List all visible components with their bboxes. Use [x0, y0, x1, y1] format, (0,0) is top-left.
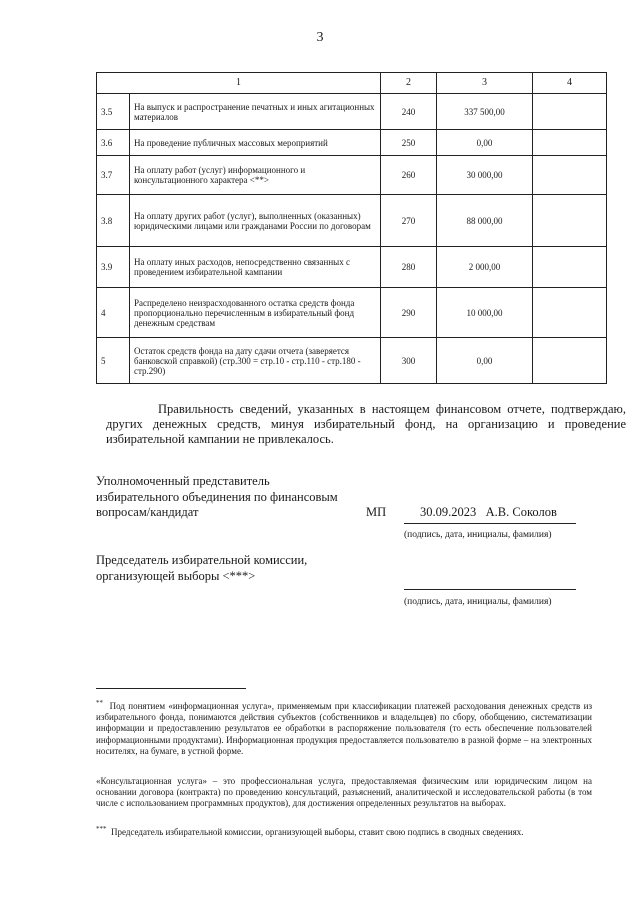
row-code: 290 [381, 288, 437, 338]
representative-line-2: избирательного объединения по финансовым [96, 489, 338, 504]
row-code: 270 [381, 195, 437, 247]
col-header-2: 2 [381, 73, 437, 94]
table-row [97, 195, 607, 247]
row-note [533, 247, 607, 288]
footnote-separator [96, 688, 246, 689]
row-description: На оплату иных расходов, непосредственно связанных с проведением избирательной кампании [130, 247, 381, 288]
col-header-1: 1 [97, 73, 381, 94]
mp-stamp-label: МП [366, 505, 387, 519]
row-description: Остаток средств фонда на дату сдачи отчета (заверяется банковской справкой) (стр.300 = стр.10 - стр.110 - стр.180 - стр.290) [130, 338, 381, 384]
footnote-consulting-service: «Консультационная услуга» – это профессиональная услуга, предоставляемая физическим или юридическим лицом на основании договора (контракта) по проведению консультаций, разъяснений, аналитической и исследовательской работы (в том числе с использованием программных продуктов), для достижения определенных результатов на выборах. [96, 776, 592, 809]
financial-report-table [96, 72, 607, 384]
table-row [97, 338, 607, 384]
table-row [97, 94, 607, 130]
table-row [97, 288, 607, 338]
col-header-3: 3 [437, 73, 533, 94]
row-note [533, 338, 607, 384]
row-note [533, 94, 607, 130]
chair-signature-line [404, 589, 576, 590]
row-amount: 88 000,00 [437, 195, 533, 247]
row-code: 240 [381, 94, 437, 130]
footnote-mark: *** [96, 825, 107, 833]
chair-signature-caption: (подпись, дата, инициалы, фамилия) [404, 597, 552, 607]
row-amount: 337 500,00 [437, 94, 533, 130]
row-number: 3.8 [97, 195, 130, 247]
representative-signature: 30.09.2023 А.В. Соколов [420, 505, 557, 519]
row-code: 250 [381, 130, 437, 156]
representative-title [96, 474, 338, 521]
row-note [533, 156, 607, 195]
table-row [97, 156, 607, 195]
row-number: 3.6 [97, 130, 130, 156]
row-number: 3.9 [97, 247, 130, 288]
row-code: 260 [381, 156, 437, 195]
row-code: 280 [381, 247, 437, 288]
row-number: 3.7 [97, 156, 130, 195]
row-amount: 2 000,00 [437, 247, 533, 288]
row-code: 300 [381, 338, 437, 384]
page-number: 3 [316, 30, 324, 45]
table-row [97, 130, 607, 156]
row-description: На выпуск и распространение печатных и иных агитационных материалов [130, 94, 381, 130]
footnote-chair-signature [96, 824, 592, 838]
row-note [533, 288, 607, 338]
representative-line-3: вопросам/кандидат [96, 505, 199, 519]
confirmation-statement: Правильность сведений, указанных в настоящем финансовом отчете, подтверждаю, других денежных средств, минуя избирательный фонд, на организацию и проведение избирательной кампании не привлекалось. [106, 402, 626, 446]
row-number: 3.5 [97, 94, 130, 130]
chair-line-1: Председатель избирательной комиссии, [96, 553, 308, 567]
row-amount: 0,00 [437, 130, 533, 156]
footnote-mark: ** [96, 699, 103, 707]
footnote-information-service [96, 698, 592, 757]
footnote-text: Председатель избирательной комиссии, организующей выборы, ставит свою подпись в сводных сведениях. [111, 827, 524, 837]
col-header-4: 4 [533, 73, 607, 94]
chair-title [96, 553, 307, 584]
representative-line-1: Уполномоченный представитель [96, 474, 270, 488]
row-amount: 0,00 [437, 338, 533, 384]
row-note [533, 195, 607, 247]
row-amount: 10 000,00 [437, 288, 533, 338]
row-number: 5 [97, 338, 130, 384]
signature-caption: (подпись, дата, инициалы, фамилия) [404, 530, 552, 540]
row-description: На оплату работ (услуг) информационного и консультационного характера <**> [130, 156, 381, 195]
row-note [533, 130, 607, 156]
table-header-row [97, 73, 607, 94]
row-description: На оплату других работ (услуг), выполненных (оказанных) юридическими лицами или гражданами России по договорам [130, 195, 381, 247]
chair-line-2: организующей выборы <***> [96, 568, 256, 583]
row-description: На проведение публичных массовых мероприятий [130, 130, 381, 156]
signature-line [404, 523, 576, 524]
table-row [97, 247, 607, 288]
footnote-text: Под понятием «информационная услуга», применяемым при классификации платежей расходования денежных средств из избирательного фонда, понимаются действия субъектов (собственников и владельцев) по сбору, обобщению, систематизации информации и предоставлению результатов ее обработки в распоряжение пользователя (то есть обеспечение пользователей информационными продуктами). Информационная продукция предоставляется пользователю в разной форме – на электронных носителях, на бумаге, в устной форме. [96, 701, 593, 756]
row-description: Распределено неизрасходованного остатка средств фонда пропорционально перечисленным в избирательный фонд денежным средствам [130, 288, 381, 338]
row-amount: 30 000,00 [437, 156, 533, 195]
row-number: 4 [97, 288, 130, 338]
